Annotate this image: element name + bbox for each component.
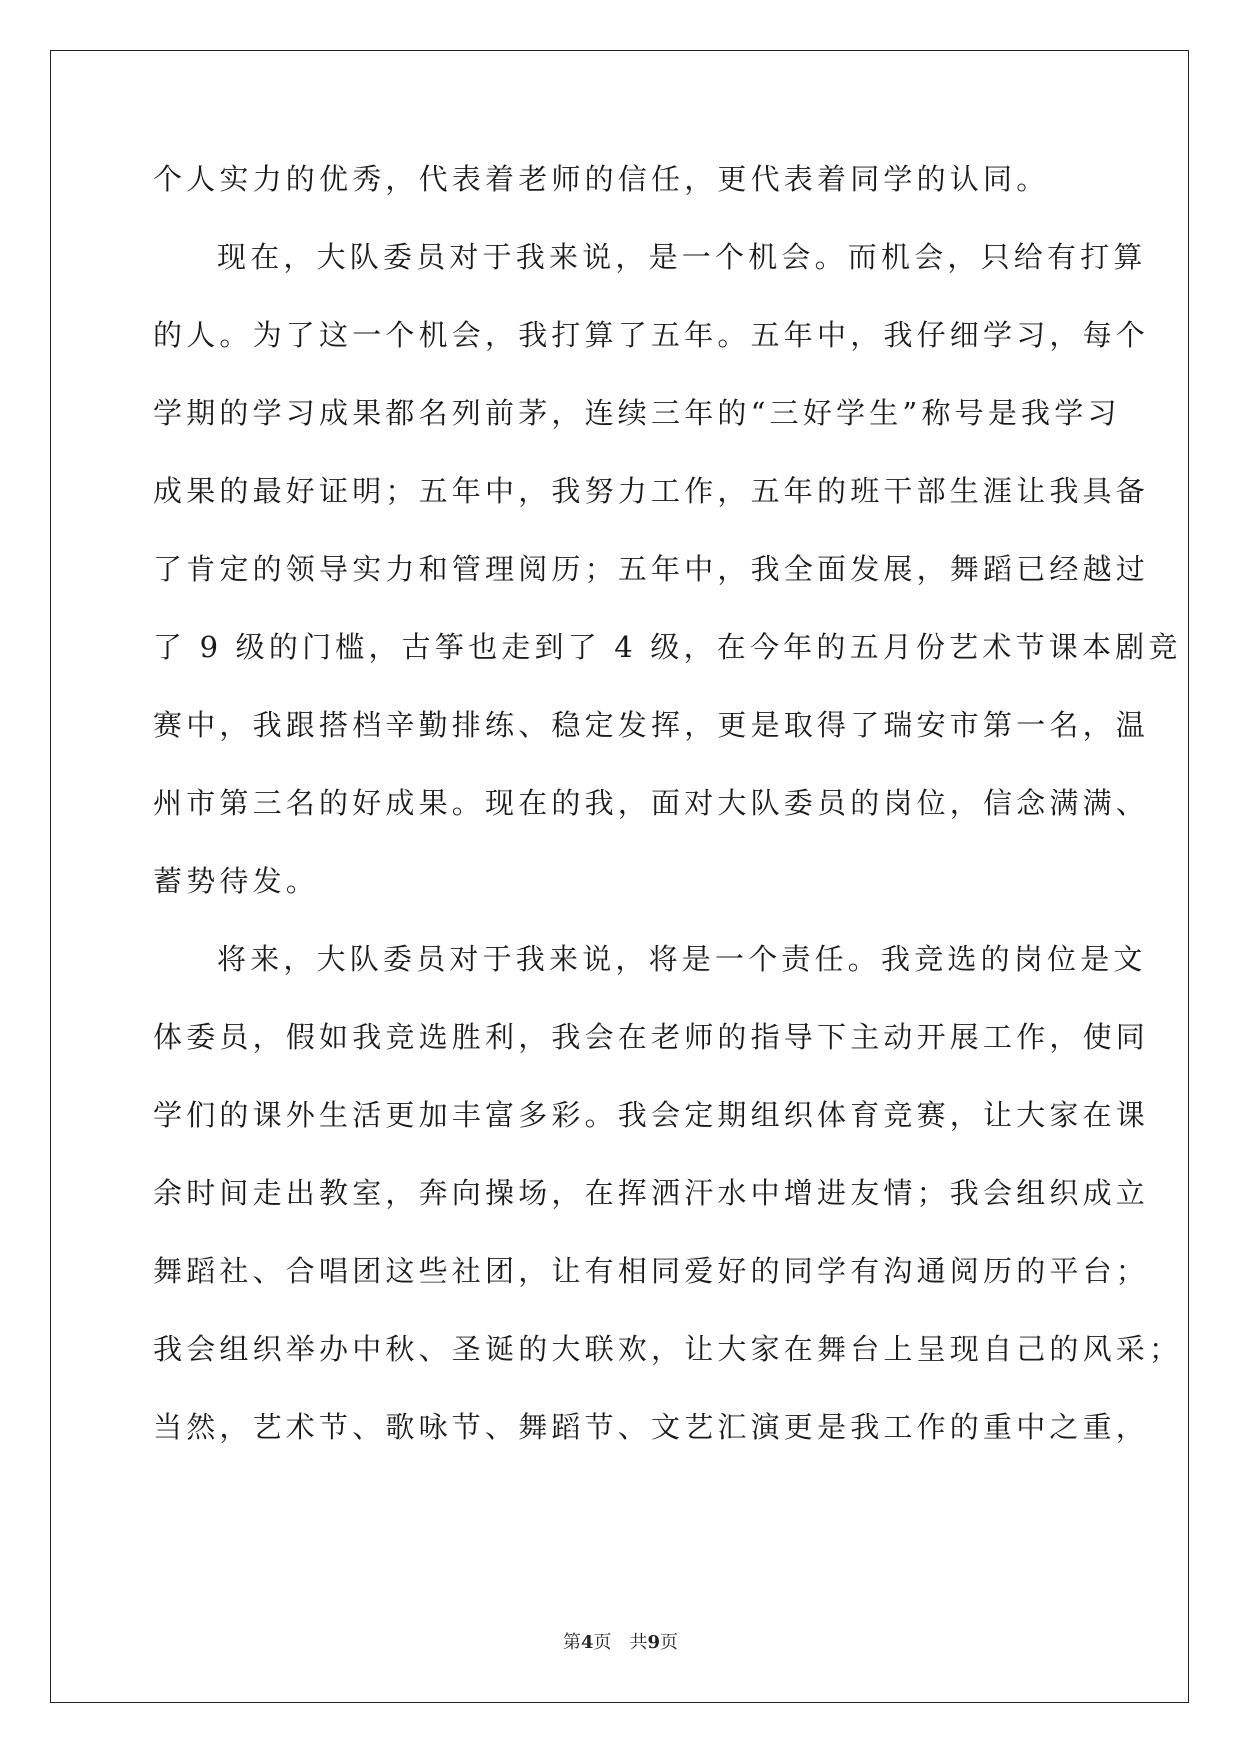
text-line: 赛中，我跟搭档辛勤排练、稳定发挥，更是取得了瑞安市第一名，温 <box>153 708 1150 742</box>
paragraph-start-line: 现在，大队委员对于我来说，是一个机会。而机会，只给有打算 <box>217 240 1147 274</box>
page-footer <box>0 1628 1241 1654</box>
text-line: 的人。为了这一个机会，我打算了五年。五年中，我仔细学习，每个 <box>153 318 1150 352</box>
current-page-number: 4 <box>580 1632 594 1653</box>
text-line: 当然，艺术节、歌咏节、舞蹈节、文艺汇演更是我工作的重中之重， <box>153 1410 1150 1444</box>
total-page-number: 9 <box>647 1632 661 1653</box>
text-line: 了肯定的领导实力和管理阅历；五年中，我全面发展，舞蹈已经越过 <box>153 552 1150 586</box>
text-line: 学们的课外生活更加丰富多彩。我会定期组织体育竞赛，让大家在课 <box>153 1098 1150 1132</box>
text-line: 州市第三名的好成果。现在的我，面对大队委员的岗位，信念满满、 <box>153 786 1150 820</box>
document-body <box>153 160 1183 1486</box>
text-line: 了 9 级的门槛，古筝也走到了 4 级，在今年的五月份艺术节课本剧竞 <box>153 630 1182 664</box>
text-line: 体委员，假如我竞选胜利，我会在老师的指导下主动开展工作，使同 <box>153 1020 1150 1054</box>
text-line: 舞蹈社、合唱团这些社团，让有相同爱好的同学有沟通阅历的平台； <box>153 1254 1150 1288</box>
text-line: 成果的最好证明；五年中，我努力工作，五年的班干部生涯让我具备 <box>153 474 1150 508</box>
footer-total-unit: 页 <box>660 1632 679 1653</box>
text-line: 余时间走出教室，奔向操场，在挥洒汗水中增进友情；我会组织成立 <box>153 1176 1150 1210</box>
footer-prefix: 第 <box>562 1632 581 1653</box>
text-line: 个人实力的优秀，代表着老师的信任，更代表着同学的认同。 <box>153 162 1050 196</box>
text-line: 我会组织举办中秋、圣诞的大联欢，让大家在舞台上呈现自己的风采； <box>153 1332 1183 1366</box>
text-line: 蓄势待发。 <box>153 864 320 898</box>
paragraph-start-line: 将来，大队委员对于我来说，将是一个责任。我竞选的岗位是文 <box>217 942 1147 976</box>
text-line: 学期的学习成果都名列前茅，连续三年的“三好学生”称号是我学习 <box>153 396 1121 430</box>
footer-page-unit: 页 <box>593 1632 612 1653</box>
footer-total-prefix: 共 <box>629 1632 648 1653</box>
